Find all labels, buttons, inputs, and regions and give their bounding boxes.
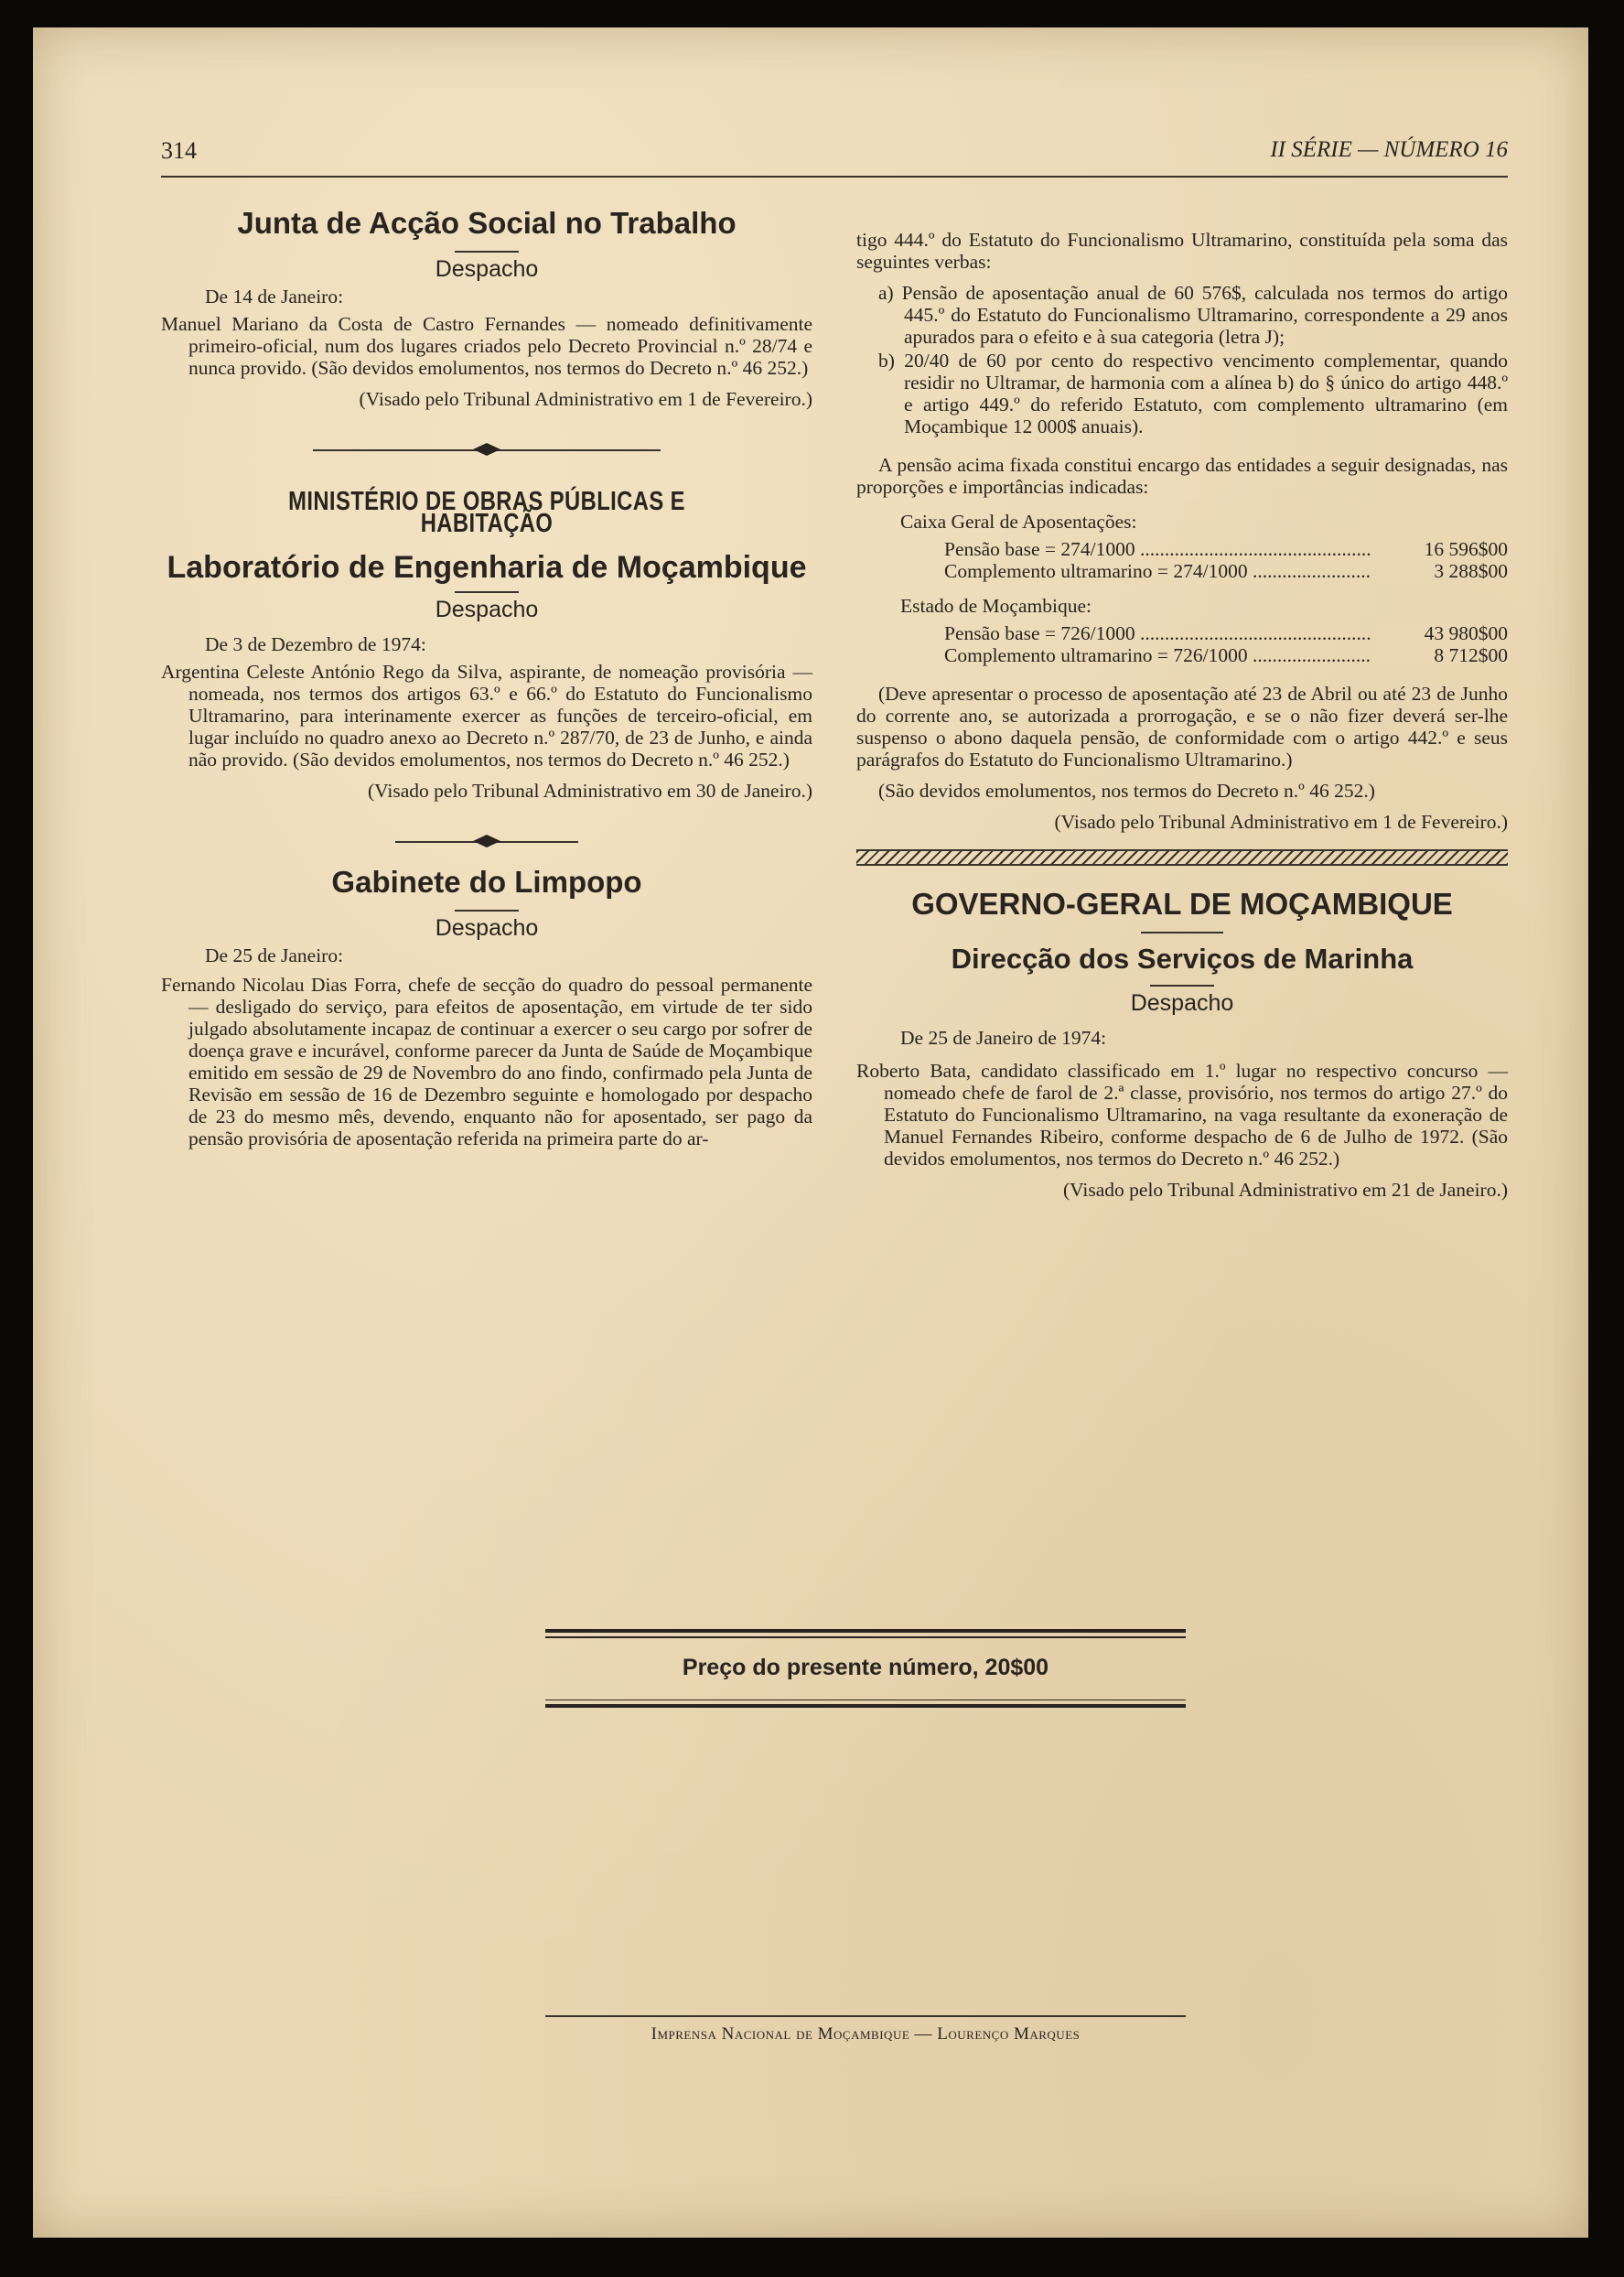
despacho-date: De 14 de Janeiro: (205, 286, 344, 308)
wavy-divider (856, 849, 1508, 866)
visado-note: (Visado pelo Tribunal Administrativo em 21 de Janeiro.) (1063, 1179, 1508, 1201)
row-label: Complemento ultramarino = 274/1000 ..... (944, 560, 1371, 582)
section-title-junta: Junta de Acção Social no Trabalho (237, 206, 737, 240)
section-subtitle-marinha: Direcção dos Serviços de Marinha (951, 943, 1414, 975)
despacho-heading: Despacho (1130, 990, 1234, 1016)
rule-thin (545, 1700, 1186, 1701)
document-page (33, 27, 1588, 2238)
table-row (944, 622, 1508, 644)
caixa-label: Caixa Geral de Aposentações: (900, 511, 1137, 533)
rule-thin (545, 1636, 1186, 1638)
continuation-text: tigo 444.º do Estatuto do Funcionalismo Ultramarino, constituída pela soma das seguintes verbas: (856, 229, 1508, 273)
despacho-heading: Despacho (435, 597, 539, 622)
item-a: a) Pensão de aposentação anual de 60 576$, calculada nos termos do artigo 445.º do Estatuto do Funcionalismo Ultramarino, correspondente a 29 anos apurados para o efeito e à sua categoria (letra J); (878, 282, 1508, 348)
divider (1141, 932, 1223, 933)
section-title-governo: GOVERNO-GERAL DE MOÇAMBIQUE (911, 887, 1453, 921)
table-row (944, 538, 1508, 560)
despacho-text: Manuel Mariano da Costa de Castro Fernandes — nomeado definitivamente primeiro-oficial, num dos lugares criados pelo Decreto Provincial n.º 28/74 e nunca provido. (São devidos emolumentos, nos termos do Decreto n.º 46 252.) (161, 313, 812, 379)
divider (455, 251, 519, 253)
despacho-date: De 3 de Dezembro de 1974: (205, 633, 426, 655)
row-label: Complemento ultramarino = 726/1000 ..... (944, 644, 1371, 666)
despacho-date: De 25 de Janeiro: (205, 944, 344, 966)
ornament-divider (395, 833, 578, 851)
ornament-divider (313, 441, 661, 459)
right-column (856, 192, 1508, 1201)
nota-text: (Deve apresentar o processo de aposentação até 23 de Abril ou até 23 de Junho do corrente ano, se autorizada a prorrogação, e se o não fizer deverá ser-lhe suspenso o abono daquela pensão, de conformidade com o artigo 442.º e seus parágrafos do Estatuto do Funcionalismo Ultramarino.) (856, 683, 1508, 771)
estado-label: Estado de Moçambique: (900, 595, 1092, 617)
page-number: 314 (161, 137, 197, 164)
imprint-rule (545, 2015, 1186, 2017)
despacho-text: Argentina Celeste António Rego da Silva, aspirante, de nomeação provisória — nomeada, nos termos dos artigos 63.º e 66.º do Estatuto do Funcionalismo Ultramarino, para interinamente exercer as funções de terceiro-oficial, em lugar incluído no quadro anexo ao Decreto n.º 287/70, de 23 de Junho, e ainda não provido. (São devidos emolumentos, nos termos do Decreto n.º 46 252.) (161, 661, 812, 771)
row-value: 3 288$00 (1371, 560, 1508, 582)
visado-note: (Visado pelo Tribunal Administrativo em 1 de Fevereiro.) (1054, 811, 1508, 833)
imprint: Imprensa Nacional de Moçambique — Lourenço Marques (651, 2024, 1081, 2044)
row-value: 16 596$00 (1371, 538, 1508, 560)
rule-thick (545, 1629, 1186, 1633)
row-label: Pensão base = 726/1000 ..... (944, 622, 1371, 644)
left-column (161, 192, 812, 1159)
row-label: Pensão base = 274/1000 ..... (944, 538, 1371, 560)
encargo-text: A pensão acima fixada constitui encargo das entidades a seguir designadas, nas proporções e importâncias indicadas: (856, 454, 1508, 498)
despacho-heading: Despacho (435, 256, 539, 282)
table-row (944, 644, 1508, 666)
emolumentos-note: (São devidos emolumentos, nos termos do Decreto n.º 46 252.) (878, 780, 1375, 802)
rule-thick (545, 1704, 1186, 1708)
price-text: Preço do presente número, 20$00 (682, 1654, 1049, 1680)
section-title-limpopo: Gabinete do Limpopo (331, 865, 642, 899)
visado-note: (Visado pelo Tribunal Administrativo em 30 de Janeiro.) (368, 780, 812, 802)
table-row (944, 560, 1508, 582)
row-value: 8 712$00 (1371, 644, 1508, 666)
despacho-date: De 25 de Janeiro de 1974: (900, 1027, 1107, 1049)
divider (1150, 985, 1214, 987)
despacho-text: Fernando Nicolau Dias Forra, chefe de secção do quadro do pessoal permanente — desligado do serviço, para efeitos de aposentação, em virtude de ter sido julgado absolutamente incapaz de continuar a exercer o seu cargo por sofrer de doença grave e incurável, conforme parecer da Junta de Saúde de Moçambique emitido em sessão de 29 de Novembro do ano findo, confirmado pela Junta de Revisão em sessão de 16 de Dezembro seguinte e homologado por despacho de 23 do mesmo mês, devendo, enquanto não for aposentado, ser pago da pensão provisória de aposentação referida na primeira parte do ar- (161, 974, 812, 1149)
ministry-title: MINISTÉRIO DE OBRAS PÚBLICAS E HABITAÇÃO (288, 487, 685, 538)
visado-note: (Visado pelo Tribunal Administrativo em 1 de Fevereiro.) (359, 388, 812, 410)
divider (455, 910, 519, 912)
despacho-text: Roberto Bata, candidato classificado em 1.º lugar no respectivo concurso — nomeado chefe de farol de 2.ª classe, provisório, nos termos do artigo 27.º do Estatuto do Funcionalismo Ultramarino, na vaga resultante da exoneração de Manuel Fernandes Ribeiro, conforme despacho de 6 de Julho de 1972. (São devidos emolumentos, nos termos do Decreto n.º 46 252.) (856, 1060, 1508, 1170)
item-b: b) 20/40 de 60 por cento do respectivo vencimento complementar, quando residir no Ultramar, de harmonia com a alínea b) do § único do artigo 448.º e artigo 449.º do referido Estatuto, com complemento ultramarino (em Moçambique 12 000$ anuais). (878, 350, 1508, 437)
price-box (545, 1629, 1186, 1711)
divider (455, 591, 519, 593)
section-title-laboratorio: Laboratório de Engenharia de Moçambique (167, 550, 807, 585)
row-value: 43 980$00 (1371, 622, 1508, 644)
header-rule (161, 176, 1508, 178)
despacho-heading: Despacho (435, 915, 539, 941)
series-header: II SÉRIE — NÚMERO 16 (1270, 137, 1508, 162)
